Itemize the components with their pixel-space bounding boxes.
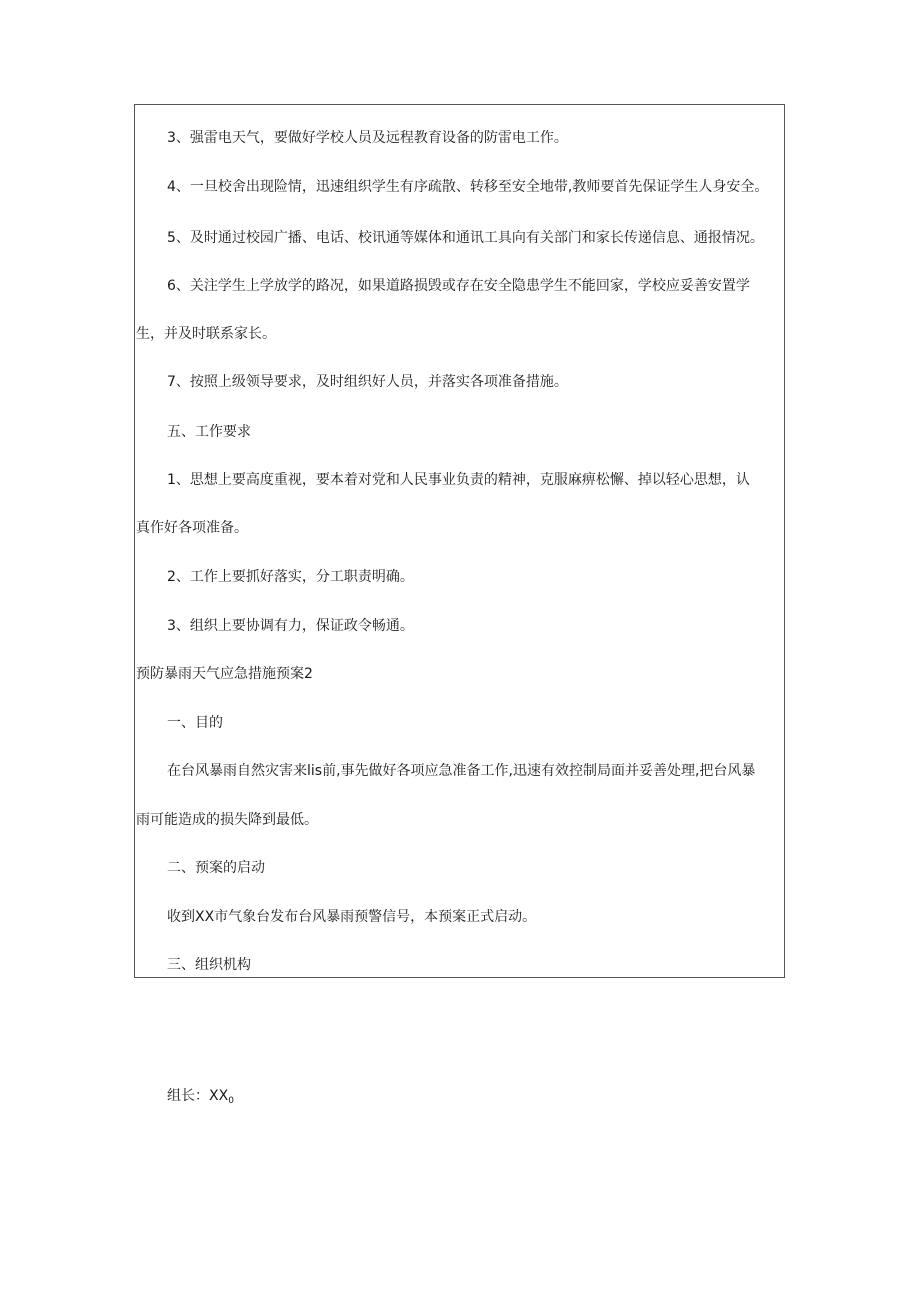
paragraph-line: 3、强雷电天气，要做好学校人员及远程教育设备的防雷电工作。 <box>167 130 568 146</box>
group-leader-line <box>167 1086 234 1111</box>
section-heading: 三、组织机构 <box>167 957 251 973</box>
section-heading: 一、目的 <box>167 715 223 731</box>
paragraph-line: 在台风暴雨自然灾害来lis前,事先做好各项应急准备工作,迅速有效控制局面并妥善处理,把台风暴 <box>167 763 756 779</box>
paragraph-line: 3、组织上要协调有力，保证政令畅通。 <box>167 618 414 634</box>
paragraph-line: 2、工作上要抓好落实，分工职责明确。 <box>167 569 414 585</box>
section-heading: 五、工作要求 <box>167 424 251 440</box>
document-title: 预防暴雨天气应急措施预案2 <box>136 666 313 682</box>
paragraph-line: 生，并及时联系家长。 <box>136 326 276 342</box>
paragraph-line: 4、一旦校舍出现险情，迅速组织学生有序疏散、转移至安全地带,教师要首先保证学生人身安全。 <box>167 179 769 195</box>
paragraph-line: 5、及时通过校园广播、电话、校讯通等媒体和通讯工具向有关部门和家长传递信息、通报情况。 <box>167 230 764 246</box>
paragraph-line: 7、按照上级领导要求，及时组织好人员，并落实各项准备措施。 <box>167 374 568 390</box>
paragraph-line: 1、思想上要高度重视，要本着对党和人民事业负责的精神，克服麻痹松懈、掉以轻心思想，认 <box>167 472 750 488</box>
group-leader-suffix: 0 <box>228 1096 234 1106</box>
paragraph-line: 收到XX市气象台发布台风暴雨预警信号，本预案正式启动。 <box>167 909 537 925</box>
paragraph-line: 6、关注学生上学放学的路况，如果道路损毁或存在安全隐患学生不能回家，学校应妥善安置学 <box>167 278 750 294</box>
paragraph-line: 雨可能造成的损失降到最低。 <box>136 812 318 828</box>
section-heading: 二、预案的启动 <box>167 860 265 876</box>
group-leader-label: 组长：XX <box>167 1088 229 1104</box>
paragraph-line: 真作好各项准备。 <box>136 520 248 536</box>
